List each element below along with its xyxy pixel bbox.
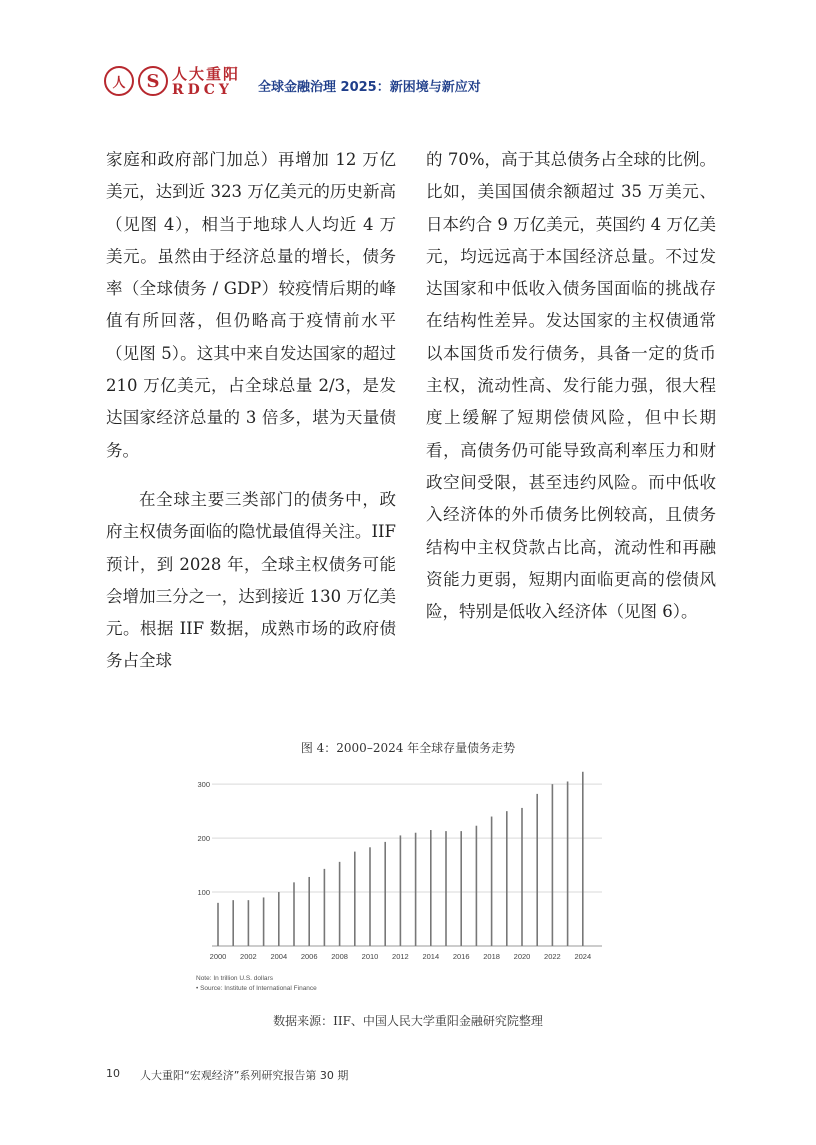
bar [263, 897, 265, 946]
bar [552, 784, 554, 946]
bar [521, 808, 523, 946]
bar [506, 811, 508, 946]
bar [217, 903, 219, 946]
bar [339, 862, 341, 946]
x-tick-label: 2012 [392, 952, 409, 961]
right-column [426, 144, 716, 628]
figure-source: 数据来源：IIF、中国人民大学重阳金融研究院整理 [273, 1014, 543, 1028]
bar [400, 835, 402, 946]
bar [384, 842, 386, 946]
running-title: 全球金融治理 2025：新困境与新应对 [258, 80, 481, 95]
right-paragraph-1: 的 70%，高于其总债务占全球的比例。比如，美国国债余额超过 35 万美元、日本约合 9 万亿美元，英国约 4 万亿美元，均远远高于本国经济总量。不过发达国家和中低收入债务国面临的挑战存在结构性差异。发达国家的主权债通常以本国货币发行债务，具备一定的货币主权，流动性高、发行能力强，很大程度上缓解了短期偿债风险，但中长期看，高债务仍可能导致高利率压力和财政空间受限，甚至违约风险。而中低收入经济体的外币债务比例较高，且债务结构中主权贷款占比高，流动性和再融资能力更弱，短期内面临更高的偿债风险，特别是低收入经济体（见图 6）。 [426, 150, 716, 622]
figure-caption: 图 4：2000–2024 年全球存量债务走势 [300, 741, 516, 755]
left-paragraph-2: 在全球主要三类部门的债务中，政府主权债务面临的隐忧最值得关注。IIF 预计，到 2028 年，全球主权债务可能会增加三分之一，达到接近 130 万亿美元。根据 IIF 数据，成熟市场的政府债务占全球 [106, 489, 396, 671]
bar [324, 869, 326, 946]
y-axis-ticks [197, 780, 210, 897]
bar [293, 882, 295, 946]
chart-grid [212, 784, 602, 946]
page-number: 10 [106, 1067, 120, 1080]
bar [460, 831, 462, 946]
seal-logo-icon: 人 [104, 66, 134, 96]
bar [369, 847, 371, 946]
y-tick-label: 300 [197, 780, 210, 790]
footer-series-title: 人大重阳“宏观经济”系列研究报告第 30 期 [140, 1069, 349, 1082]
chart-notes [196, 975, 317, 992]
left-paragraph-1: 家庭和政府部门加总）再增加 12 万亿美元，达到近 323 万亿美元的历史新高（见图 4），相当于地球人人均近 4 万美元。虽然由于经济总量的增长，债务率（全球债务 / GDP）较疫情后期的峰值有所回落，但仍略高于疫情前水平（见图 5）。这其中来自发达国家的超过 210 万亿美元，占全球总量 2/3，是发达国家经济总量的 3 倍多，堪为天量债务。 [106, 150, 396, 460]
bar [278, 892, 280, 946]
bar [567, 781, 569, 946]
bar [248, 900, 250, 946]
brand-name-cn: 人大重阳 [172, 65, 241, 83]
x-tick-label: 2000 [209, 952, 227, 961]
bar [415, 833, 417, 946]
bar [232, 900, 234, 946]
rdcy-logo-icon: S [138, 66, 168, 96]
x-tick-label: 2022 [544, 952, 561, 961]
bar [308, 877, 310, 946]
x-tick-label: 2016 [452, 952, 470, 961]
x-tick-label: 2010 [361, 952, 379, 961]
bar [491, 817, 493, 946]
y-tick-label: 100 [197, 888, 210, 898]
x-tick-label: 2024 [574, 952, 592, 961]
bar [354, 852, 356, 946]
chart-note: • Source: Institute of International Finance [196, 985, 317, 992]
x-tick-label: 2002 [240, 952, 257, 961]
x-axis-ticks [210, 952, 591, 961]
bar [536, 794, 538, 946]
bar [430, 830, 432, 946]
chart-bars [217, 772, 583, 946]
y-tick-label: 200 [197, 834, 210, 844]
bar [582, 772, 584, 946]
x-tick-label: 2004 [270, 952, 288, 961]
left-column [106, 144, 396, 678]
bar [445, 831, 447, 946]
x-tick-label: 2006 [300, 952, 318, 961]
x-tick-label: 2008 [331, 952, 348, 961]
x-tick-label: 2014 [422, 952, 440, 961]
bar [476, 826, 478, 946]
x-tick-label: 2020 [513, 952, 531, 961]
chart-note: Note: In trillion U.S. dollars [196, 975, 273, 982]
x-tick-label: 2018 [483, 952, 500, 961]
debt-bar-chart [190, 768, 610, 1000]
brand-name-en: RDCY [172, 82, 233, 98]
